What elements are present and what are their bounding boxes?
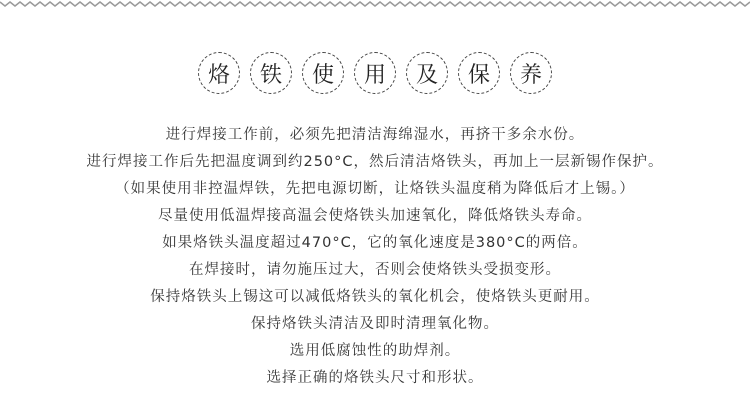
tip-line: 如果烙铁头温度超过470°C，它的氧化速度是380°C的两倍。 [162,235,588,251]
section-title [0,52,750,98]
tip-line: 保持烙铁头上锡这可以减低烙铁头的氧化机会，使烙铁头更耐用。 [150,289,600,305]
zigzag-top-border [0,0,750,8]
tip-line: 进行焊接工作后先把温度调到约250°C，然后清洁烙铁头，再加上一层新锡作保护。 [86,154,664,170]
tip-line: 选择正确的烙铁头尺寸和形状。 [266,370,484,386]
tip-line: 进行焊接工作前，必须先把清洁海绵湿水，再挤干多余水份。 [165,127,585,143]
title-char: 烙 [198,52,240,94]
title-char: 保 [458,52,500,94]
maintenance-tips [0,122,750,392]
tip-line: （如果使用非控温焊铁，先把电源切断，让烙铁头温度稍为降低后才上锡。） [115,181,635,197]
tip-line: 在焊接时，请勿施压过大，否则会使烙铁头受损变形。 [189,262,561,278]
title-char: 用 [354,52,396,94]
tip-line: 选用低腐蚀性的助焊剂。 [289,343,461,359]
title-char: 养 [510,52,552,94]
title-char: 使 [302,52,344,94]
title-char: 铁 [250,52,292,94]
tip-line: 保持烙铁头清洁及即时清理氧化物。 [251,316,499,332]
title-char: 及 [406,52,448,94]
tip-line: 尽量使用低温焊接高温会使烙铁头加速氧化，降低烙铁头寿命。 [158,208,592,224]
